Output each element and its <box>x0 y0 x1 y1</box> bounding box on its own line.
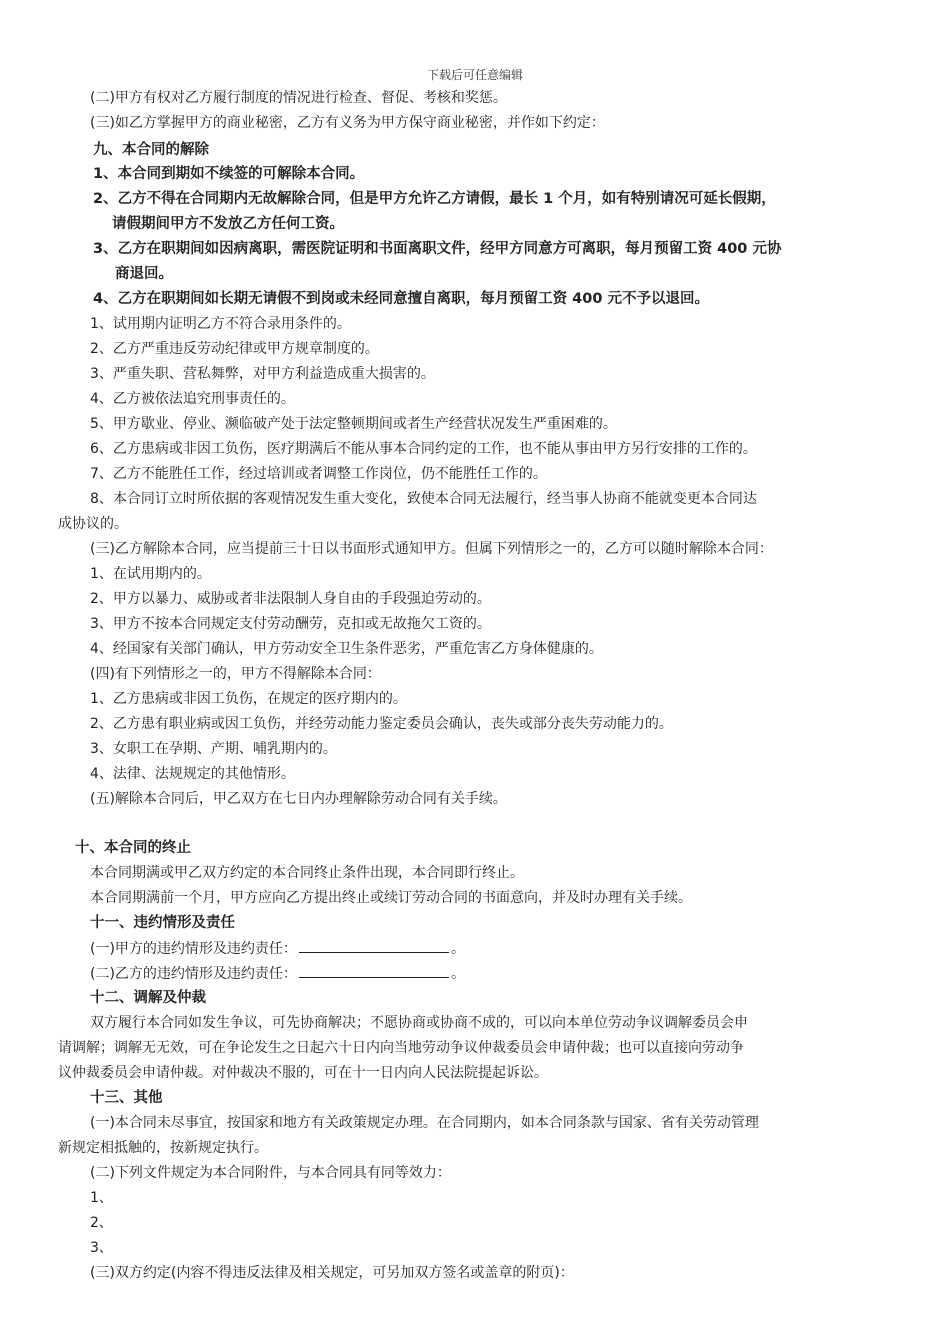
text-line: 6、乙方患病或非因工负伤，医疗期满后不能从事本合同约定的工作，也不能从事由甲方另行安排的工作的。 <box>90 441 757 457</box>
text-line: 本合同期满或甲乙双方约定的本合同终止条件出现，本合同即行终止。 <box>90 865 524 881</box>
text-line: (二)甲方有权对乙方履行制度的情况进行检查、督促、考核和奖惩。 <box>90 90 507 106</box>
section-heading-10: 十、本合同的终止 <box>75 840 191 856</box>
text-line <box>90 938 465 959</box>
breach-party-b-label: (二)乙方的违约情形及违约责任： <box>90 966 297 982</box>
text-line: 3、甲方不按本合同规定支付劳动酬劳，克扣或无故拖欠工资的。 <box>90 616 491 632</box>
text-line: 8、本合同订立时所依据的客观情况发生重大变化，致使本合同无法履行，经当事人协商不能就变更本合同达 <box>90 491 757 507</box>
text-line: 1、在试用期内的。 <box>90 566 211 582</box>
text-line: (三)双方约定(内容不得违反法律及相关规定，可另加双方签名或盖章的附页)： <box>90 1265 574 1281</box>
text-line: 商退回。 <box>115 266 173 282</box>
section-heading-13: 十三、其他 <box>90 1090 163 1106</box>
blank-fill-line <box>299 963 449 978</box>
text-line: 4、乙方被依法追究刑事责任的。 <box>90 391 295 407</box>
text-line: (五)解除本合同后，甲乙双方在七日内办理解除劳动合同有关手续。 <box>90 791 507 807</box>
text-line: 4、经国家有关部门确认，甲方劳动安全卫生条件恶劣，严重危害乙方身体健康的。 <box>90 641 603 657</box>
text-line: 4、法律、法规规定的其他情形。 <box>90 766 295 782</box>
text-line: 2、乙方不得在合同期内无故解除合同，但是甲方允许乙方请假，最长 1 个月，如有特别请况可延长假期， <box>93 191 776 207</box>
text-line: 3、女职工在孕期、产期、哺乳期内的。 <box>90 741 337 757</box>
text-line: 1、试用期内证明乙方不符合录用条件的。 <box>90 316 351 332</box>
text-line: (一)本合同未尽事宜，按国家和地方有关政策规定办理。在合同期内，如本合同条款与国家、省有关劳动管理 <box>90 1115 759 1131</box>
text-line: 3、严重失职、营私舞弊，对甲方利益造成重大损害的。 <box>90 366 435 382</box>
period: 。 <box>450 941 465 957</box>
text-line: 请调解；调解无无效，可在争论发生之日起六十日内向当地劳动争议仲裁委员会申请仲裁；也可以直接向劳动争 <box>58 1040 744 1056</box>
text-line: 2、甲方以暴力、威胁或者非法限制人身自由的手段强迫劳动的。 <box>90 591 491 607</box>
text-line: 成协议的。 <box>58 516 128 532</box>
period: 。 <box>450 966 465 982</box>
text-line: 5、甲方歇业、停业、濒临破产处于法定整顿期间或者生产经营状况发生严重困难的。 <box>90 416 617 432</box>
text-line: 2、乙方患有职业病或因工负伤，并经劳动能力鉴定委员会确认，丧失或部分丧失劳动能力的。 <box>90 716 673 732</box>
text-line: 3、乙方在职期间如因病离职，需医院证明和书面离职文件，经甲方同意方可离职，每月预留工资 400 元协 <box>93 241 782 257</box>
text-line: 2、乙方严重违反劳动纪律或甲方规章制度的。 <box>90 341 379 357</box>
text-line: 4、乙方在职期间如长期无请假不到岗或未经同意擅自离职，每月预留工资 400 元不予以退回。 <box>93 291 709 307</box>
text-line: (三)乙方解除本合同，应当提前三十日以书面形式通知甲方。但属下列情形之一的，乙方可以随时解除本合同： <box>90 541 773 557</box>
section-heading-12: 十二、调解及仲裁 <box>90 990 206 1006</box>
text-line: 1、 <box>90 1190 113 1206</box>
text-line: 3、 <box>90 1240 113 1256</box>
text-line <box>90 963 465 984</box>
section-heading-11: 十一、违约情形及责任 <box>90 915 235 931</box>
text-line: (三)如乙方掌握甲方的商业秘密，乙方有义务为甲方保守商业秘密，并作如下约定： <box>90 115 605 131</box>
blank-fill-line <box>299 938 449 953</box>
text-line: 1、本合同到期如不续签的可解除本合同。 <box>93 166 365 182</box>
section-heading-9: 九、本合同的解除 <box>93 142 209 158</box>
text-line: 请假期间甲方不发放乙方任何工资。 <box>112 216 344 232</box>
text-line: 双方履行本合同如发生争议，可先协商解决；不愿协商或协商不成的，可以向本单位劳动争议调解委员会申 <box>90 1015 748 1031</box>
text-line: 新规定相抵触的，按新规定执行。 <box>58 1140 268 1156</box>
text-line: 本合同期满前一个月，甲方应向乙方提出终止或续订劳动合同的书面意向，并及时办理有关手续。 <box>90 890 692 906</box>
text-line: (二)下列文件规定为本合同附件，与本合同具有同等效力： <box>90 1165 451 1181</box>
text-line: 1、乙方患病或非因工负伤，在规定的医疗期内的。 <box>90 691 407 707</box>
text-line: (四)有下列情形之一的，甲方不得解除本合同： <box>90 666 381 682</box>
text-line: 2、 <box>90 1215 113 1231</box>
text-line: 议仲裁委员会申请仲裁。对仲裁决不服的，可在十一日内向人民法院提起诉讼。 <box>58 1065 548 1081</box>
breach-party-a-label: (一)甲方的违约情形及违约责任： <box>90 941 297 957</box>
text-line: 7、乙方不能胜任工作，经过培训或者调整工作岗位，仍不能胜任工作的。 <box>90 466 547 482</box>
page-header: 下载后可任意编辑 <box>426 68 523 82</box>
